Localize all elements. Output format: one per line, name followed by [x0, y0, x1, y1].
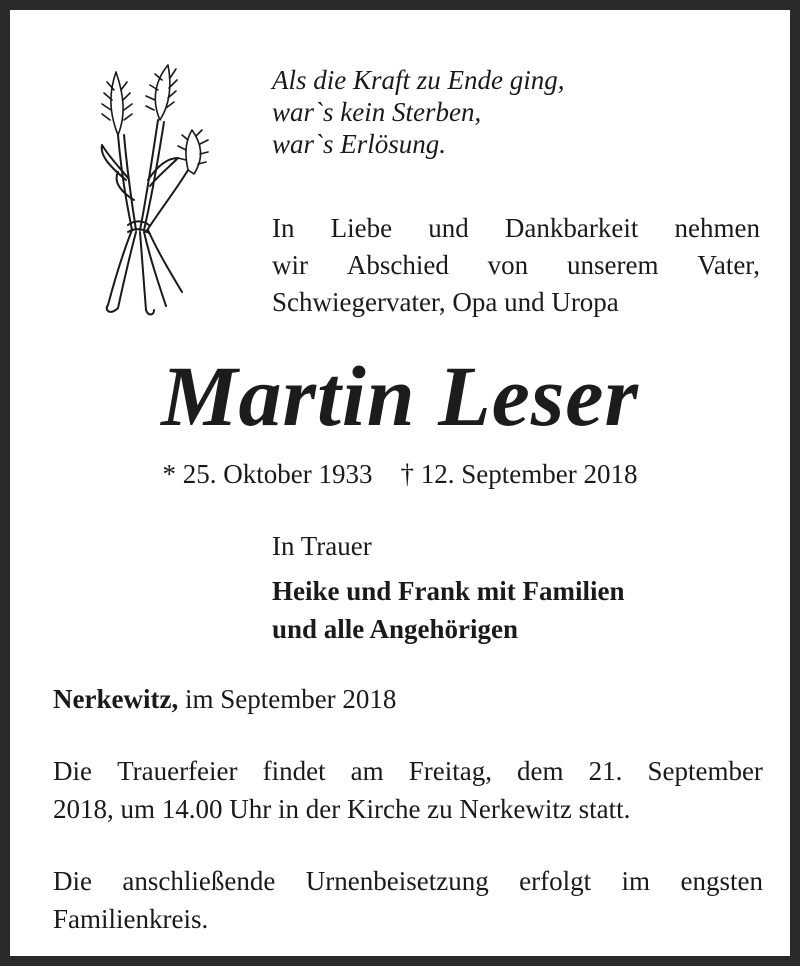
- birth-date: * 25. Oktober 1933: [162, 459, 373, 489]
- word: Trauerfeier: [117, 756, 238, 786]
- word: Urnenbeisetzung: [305, 866, 489, 896]
- poem-line: war`s kein Sterben,: [272, 97, 482, 127]
- word: September: [647, 756, 763, 786]
- death-date: † 12. September 2018: [400, 459, 638, 489]
- word: Liebe: [330, 213, 393, 243]
- farewell-text: [272, 210, 760, 321]
- poem: [272, 64, 752, 160]
- poem-line: Als die Kraft zu Ende ging,: [272, 65, 565, 95]
- word: wir: [272, 250, 308, 280]
- farewell-line: [272, 247, 760, 284]
- service-line: 2018, um 14.00 Uhr in der Kirche zu Nerkewitz statt.: [53, 794, 631, 824]
- burial-line: [53, 862, 763, 900]
- word: und: [428, 213, 469, 243]
- farewell-line: Schwiegervater, Opa und Uropa: [272, 287, 619, 317]
- word: engsten: [680, 866, 763, 896]
- mourning-intro: In Trauer: [272, 531, 372, 561]
- word: dem: [517, 756, 564, 786]
- word: 21.: [588, 756, 623, 786]
- word: von: [487, 250, 529, 280]
- word: findet: [262, 756, 326, 786]
- word: anschließende: [122, 866, 276, 896]
- place-name: Nerkewitz,: [53, 684, 179, 714]
- service-info: [53, 752, 763, 828]
- word: In: [272, 213, 295, 243]
- wheat-sheaf-icon: [88, 60, 218, 320]
- date-text: im September 2018: [178, 684, 397, 714]
- place-date: [53, 682, 396, 716]
- word: erfolgt: [519, 866, 592, 896]
- poem-line: war`s Erlösung.: [272, 129, 447, 159]
- burial-line: Familienkreis.: [53, 904, 209, 934]
- mourners-line: Heike und Frank mit Familien: [272, 576, 625, 606]
- word: Die: [53, 756, 92, 786]
- farewell-line: [272, 210, 760, 247]
- word: Vater,: [697, 250, 760, 280]
- word: Freitag,: [408, 756, 492, 786]
- deceased-name: Martin Leser: [161, 348, 639, 444]
- life-dates: [10, 458, 790, 490]
- mourners-line: und alle Angehörigen: [272, 614, 519, 644]
- word: Abschied: [346, 250, 449, 280]
- service-line: [53, 752, 763, 790]
- mourners: [272, 572, 625, 648]
- word: nehmen: [674, 213, 760, 243]
- word: Die: [53, 866, 92, 896]
- word: im: [621, 866, 651, 896]
- word: unserem: [567, 250, 659, 280]
- word: am: [350, 756, 384, 786]
- burial-info: [53, 862, 763, 938]
- word: Dankbarkeit: [504, 213, 639, 243]
